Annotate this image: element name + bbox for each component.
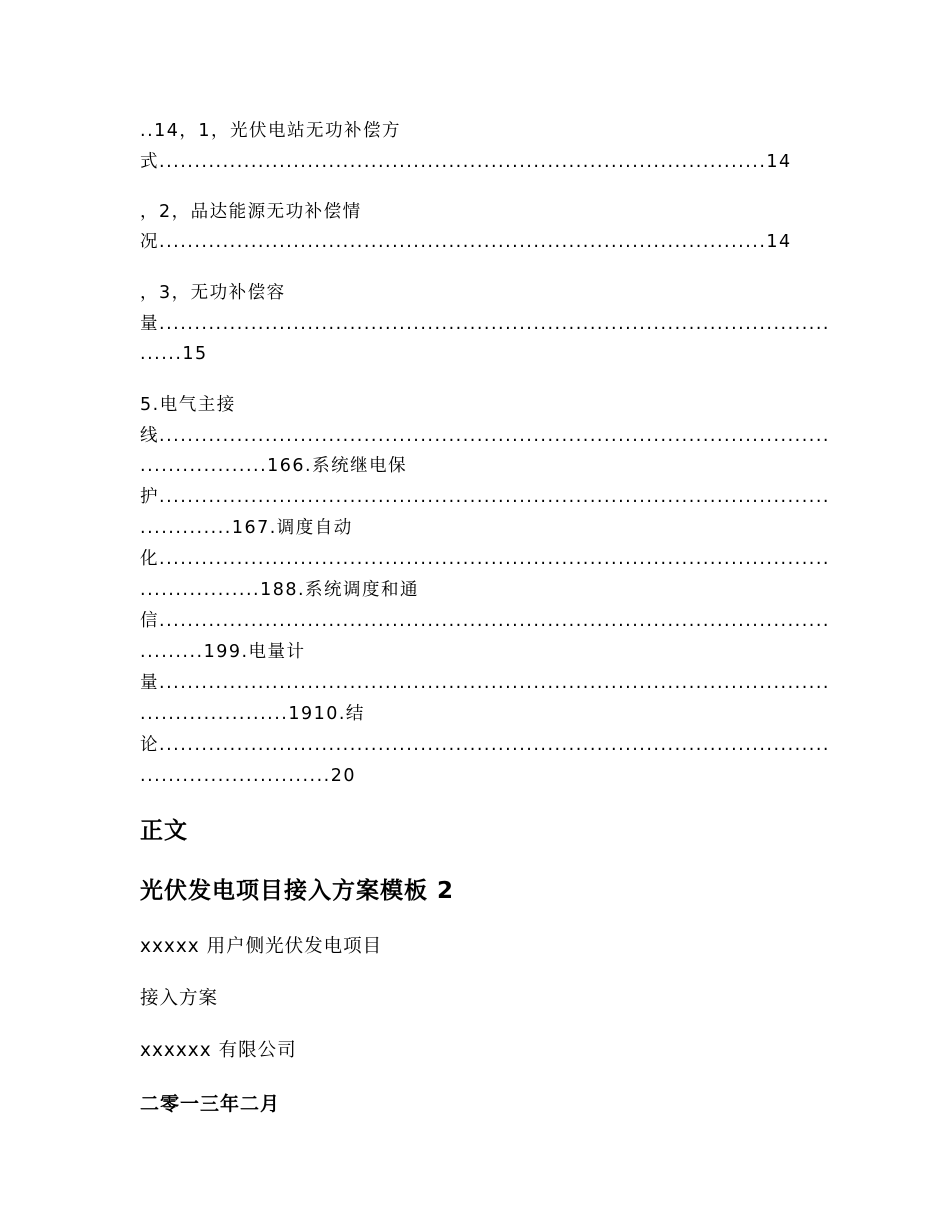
toc-line: ......15	[140, 344, 208, 364]
toc-line: ，2，品达能源无功补偿情	[140, 202, 362, 222]
date: 二零一三年二月	[140, 1093, 281, 1115]
toc-line: 况......................................................................................14	[140, 232, 792, 252]
project-name: xxxxx 用户侧光伏发电项目	[140, 936, 383, 957]
section-heading: 正文	[140, 818, 188, 844]
toc-line: 论...............................................................................................	[140, 735, 830, 755]
toc-line: 量...............................................................................................	[140, 673, 830, 693]
doc-title: 光伏发电项目接入方案模板 2	[140, 878, 455, 904]
toc-line: 信...............................................................................................	[140, 611, 830, 631]
toc-line: .....................1910.结	[140, 704, 365, 724]
toc-line: 护...............................................................................................	[140, 487, 830, 507]
toc-line: 线...............................................................................................	[140, 426, 830, 446]
toc-line: ，3，无功补偿容	[140, 283, 286, 303]
toc-line: 量...............................................................................................	[140, 314, 830, 334]
toc-line: 5.电气主接	[140, 395, 236, 415]
toc-line: 化...............................................................................................	[140, 549, 830, 569]
toc-line: .........199.电量计	[140, 642, 306, 662]
company-name: xxxxxx 有限公司	[140, 1040, 297, 1061]
toc-line: 式......................................................................................14	[140, 152, 792, 172]
toc-line: .................188.系统调度和通	[140, 580, 420, 600]
toc-line: ..14，1，光伏电站无功补偿方	[140, 121, 402, 141]
subtitle: 接入方案	[140, 988, 219, 1009]
toc-line: ...........................20	[140, 766, 356, 786]
toc-line: ..................166.系统继电保	[140, 456, 408, 476]
toc-line: .............167.调度自动	[140, 518, 353, 538]
